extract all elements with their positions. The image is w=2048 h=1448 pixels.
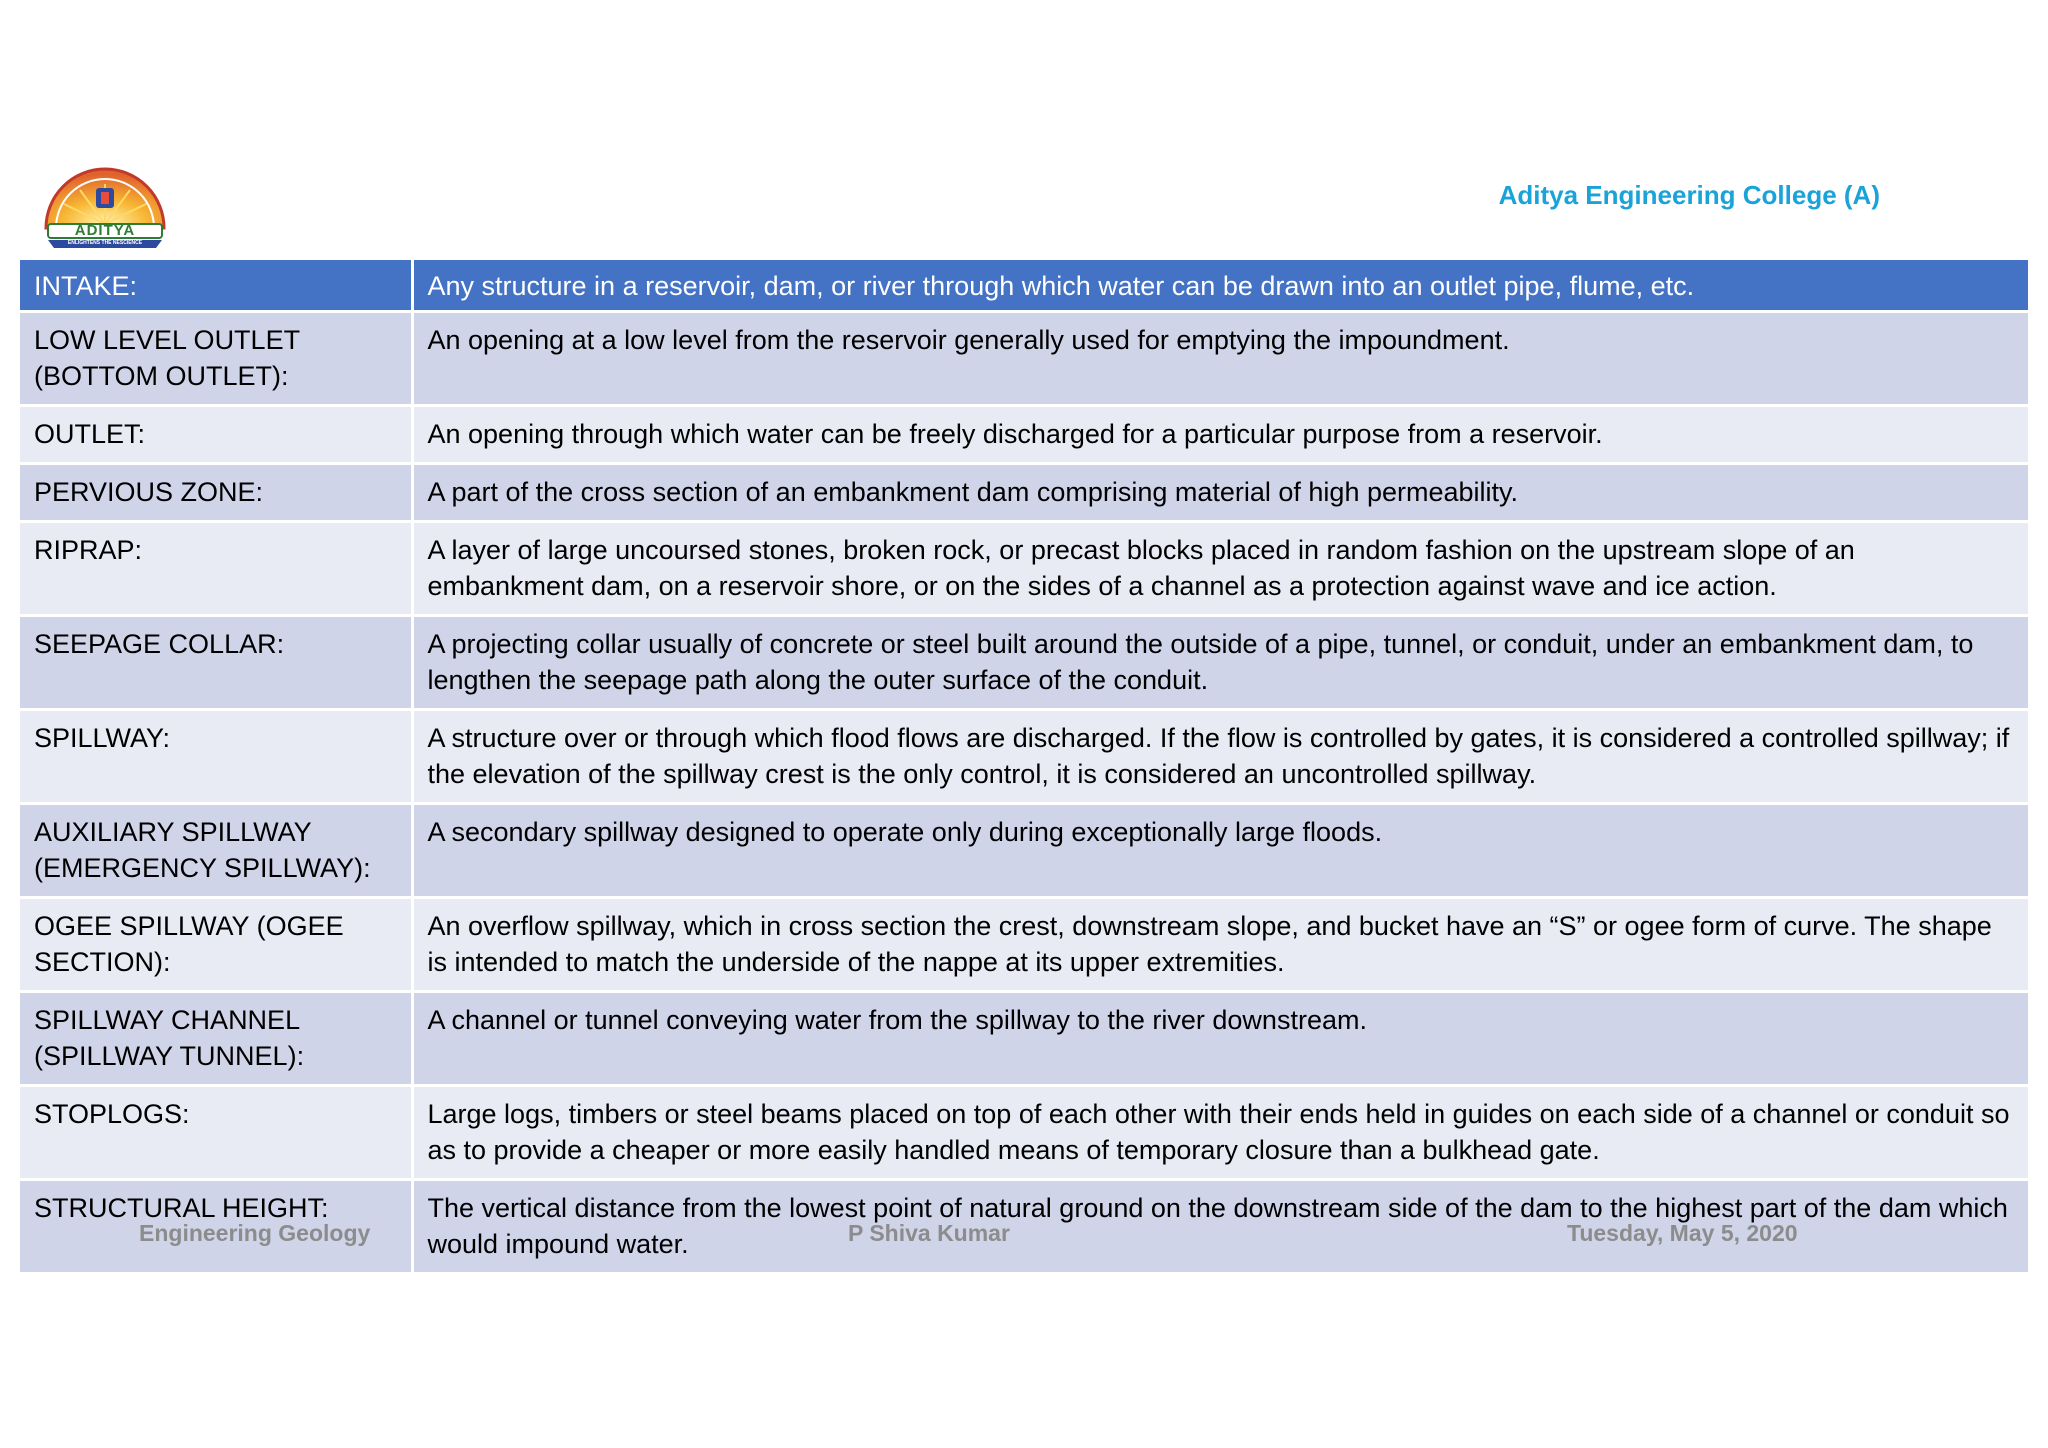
footer-subject: Engineering Geology — [139, 1220, 371, 1246]
table-row — [20, 992, 2028, 1086]
table-row — [20, 616, 2028, 710]
term-cell: RIPRAP: — [20, 522, 412, 616]
definition-cell: A structure over or through which flood flows are discharged. If the flow is controlled by gates, it is considered a controlled spillway; if the elevation of the spillway crest is the only control, it is considered an uncontrolled spillway. — [412, 710, 2028, 804]
table-header-row — [20, 260, 2028, 312]
definition-cell: A part of the cross section of an embankment dam comprising material of high permeability. — [412, 464, 2028, 522]
definition-cell: An opening through which water can be freely discharged for a particular purpose from a reservoir. — [412, 406, 2028, 464]
term-cell: STRUCTURAL HEIGHT: — [20, 1180, 412, 1274]
table-row — [20, 1086, 2028, 1180]
glossary-table — [20, 260, 2028, 1275]
table-row — [20, 898, 2028, 992]
table-row — [20, 804, 2028, 898]
definition-cell: An overflow spillway, which in cross section the crest, downstream slope, and bucket have an “S” or ogee form of curve. The shape is intended to match the underside of the nappe at its upper extremities. — [412, 898, 2028, 992]
college-name: Aditya Engineering College (A) — [1498, 180, 1880, 210]
term-cell: STOPLOGS: — [20, 1086, 412, 1180]
term-cell: OGEE SPILLWAY (OGEE SECTION): — [20, 898, 412, 992]
glossary-body — [20, 260, 2028, 1274]
definition-cell: A projecting collar usually of concrete or steel built around the outside of a pipe, tunnel, or conduit, under an embankment dam, to lengthen the seepage path along the outer surface of the conduit. — [412, 616, 2028, 710]
definition-cell: A channel or tunnel conveying water from the spillway to the river downstream. — [412, 992, 2028, 1086]
logo-tagline: ENLIGHTENS THE NESCIENCE — [67, 240, 143, 246]
logo-text: ADITYA — [74, 222, 136, 239]
table-row — [20, 312, 2028, 406]
table-row — [20, 406, 2028, 464]
definition-cell: An opening at a low level from the reservoir generally used for emptying the impoundment. — [412, 312, 2028, 406]
term-cell: OUTLET: — [20, 406, 412, 464]
term-cell: SPILLWAY CHANNEL (SPILLWAY TUNNEL): — [20, 992, 412, 1086]
footer-date: Tuesday, May 5, 2020 — [1567, 1220, 1798, 1246]
definition-cell: The vertical distance from the lowest point of natural ground on the downstream side of the dam to the highest part of the dam which would impound water. — [412, 1180, 2028, 1274]
table-row — [20, 522, 2028, 616]
definition-cell: Large logs, timbers or steel beams placed on top of each other with their ends held in guides on each side of a channel or conduit so as to provide a cheaper or more easily handled means of temporary closure than a bulkhead gate. — [412, 1086, 2028, 1180]
definition-cell: A layer of large uncoursed stones, broken rock, or precast blocks placed in random fashion on the upstream slope of an embankment dam, on a reservoir shore, or on the sides of a channel as a protection against wave and ice action. — [412, 522, 2028, 616]
term-cell: LOW LEVEL OUTLET (BOTTOM OUTLET): — [20, 312, 412, 406]
term-cell: SPILLWAY: — [20, 710, 412, 804]
term-cell: INTAKE: — [20, 260, 412, 312]
footer-author: P Shiva Kumar — [848, 1220, 1010, 1246]
definition-cell: A secondary spillway designed to operate only during exceptionally large floods. — [412, 804, 2028, 898]
term-cell: AUXILIARY SPILLWAY (EMERGENCY SPILLWAY): — [20, 804, 412, 898]
definition-cell: Any structure in a reservoir, dam, or river through which water can be drawn into an outlet pipe, flume, etc. — [412, 260, 2028, 312]
term-cell: SEEPAGE COLLAR: — [20, 616, 412, 710]
table-row — [20, 464, 2028, 522]
table-row — [20, 710, 2028, 804]
aditya-logo-icon — [38, 166, 172, 250]
term-cell: PERVIOUS ZONE: — [20, 464, 412, 522]
